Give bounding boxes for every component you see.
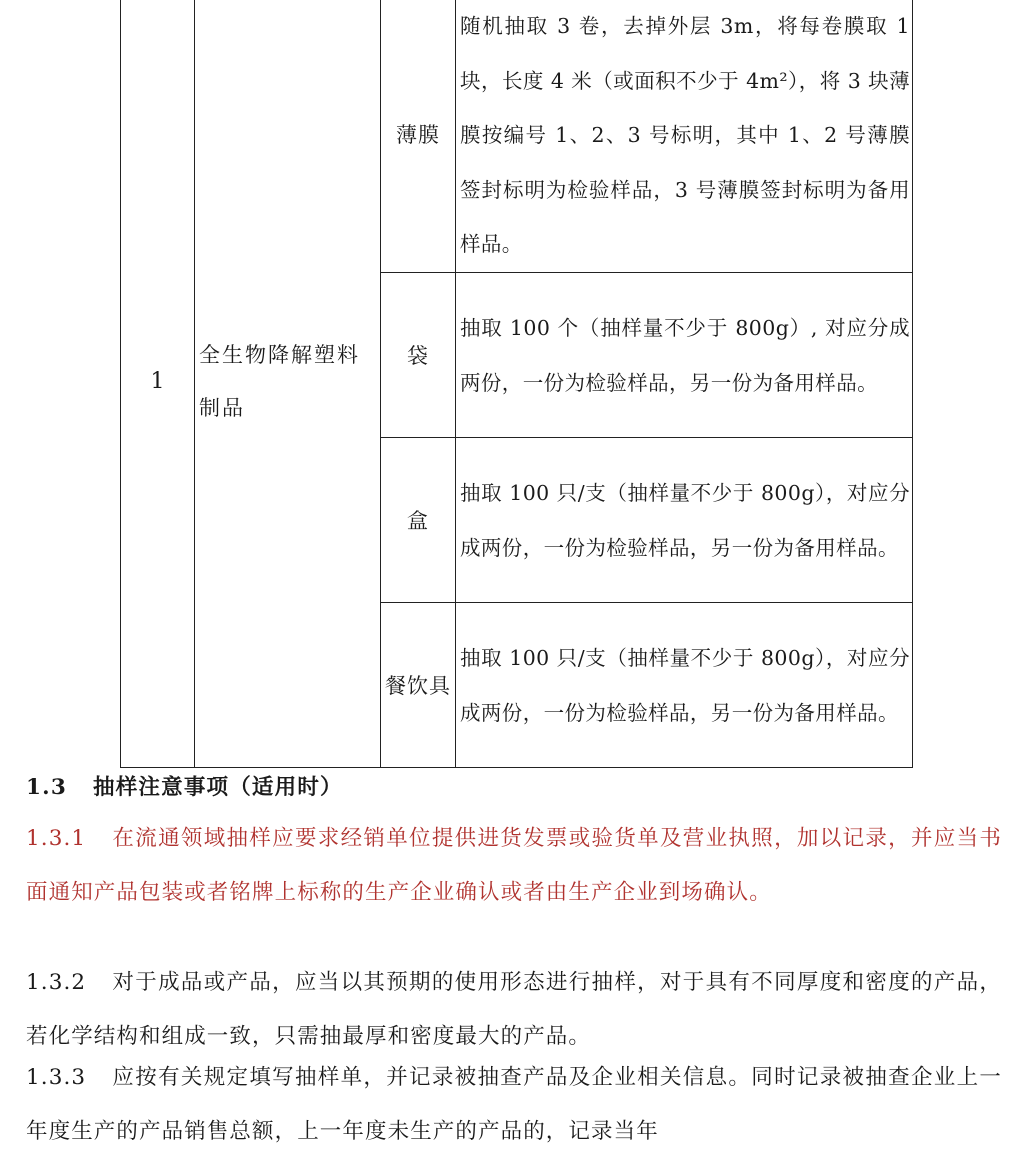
product-type-film: 薄膜 [381,0,456,272]
section-title: 抽样注意事项（适用时） [93,775,343,800]
table-row [121,0,913,272]
sampling-method-tableware: 抽取 100 只/支（抽样量不少于 800g），对应分成两份，一份为检验样品，另一份为备用样品。 [456,602,913,767]
paragraph-number: 1.3.2 [26,970,87,995]
paragraph-number: 1.3.3 [26,1065,87,1090]
sampling-method-bag: 抽取 100 个（抽样量不少于 800g）, 对应分成两份，一份为检验样品，另一份为备用样品。 [456,272,913,437]
paragraph-text: 应按有关规定填写抽样单，并记录被抽查产品及企业相关信息。同时记录被抽查企业上一年度生产的产品销售总额，上一年度未生产的产品的，记录当年 [26,1065,1002,1144]
product-type-tableware: 餐饮具 [381,602,456,767]
paragraph-text: 对于成品或产品，应当以其预期的使用形态进行抽样，对于具有不同厚度和密度的产品，若化学结构和组成一致，只需抽最厚和密度最大的产品。 [26,970,1002,1049]
product-category: 全生物降解塑料制品 [195,0,381,767]
row-number: 1 [121,0,195,767]
section-number: 1.3 [26,775,68,800]
paragraph-1-3-3 [26,1051,1002,1158]
product-type-bag: 袋 [381,272,456,437]
paragraph-number: 1.3.1 [26,826,87,851]
sampling-table [120,0,913,768]
paragraph-text: 在流通领域抽样应要求经销单位提供进货发票或验货单及营业执照，加以记录，并应当书面通知产品包装或者铭牌上标称的生产企业确认或者由生产企业到场确认。 [26,826,1002,905]
paragraph-1-3-1 [26,812,1002,919]
section-heading [26,761,1002,815]
sampling-method-film: 随机抽取 3 卷，去掉外层 3m，将每卷膜取 1 块，长度 4 米（或面积不少于 4m²），将 3 块薄膜按编号 1、2、3 号标明，其中 1、2 号薄膜签封标明为检验样品，3 号薄膜签封标明为备用样品。 [456,0,913,272]
sampling-method-box: 抽取 100 只/支（抽样量不少于 800g），对应分成两份，一份为检验样品，另一份为备用样品。 [456,437,913,602]
product-type-box: 盒 [381,437,456,602]
paragraph-1-3-2 [26,956,1002,1063]
